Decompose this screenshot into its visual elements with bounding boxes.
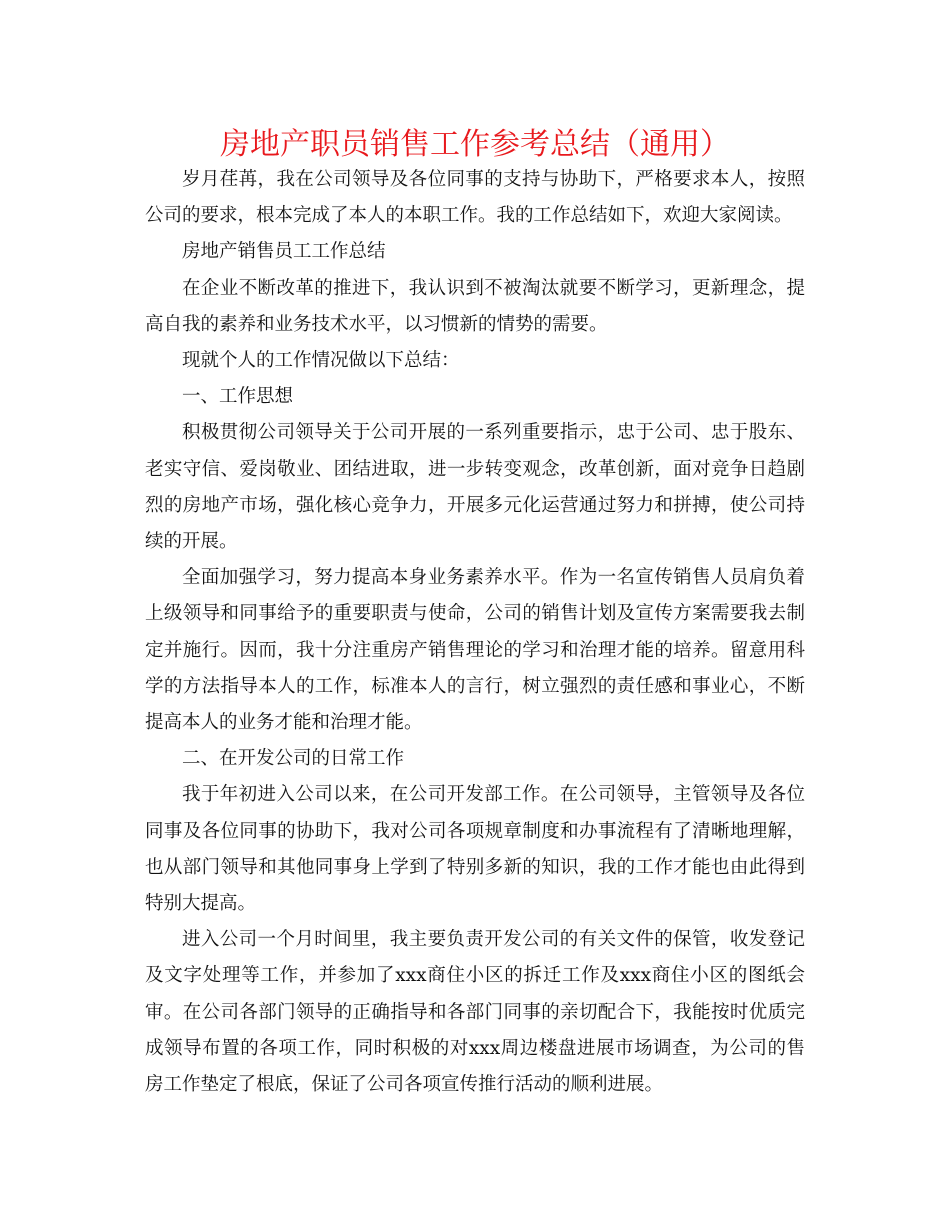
paragraph-study: 全面加强学习，努力提高本身业务素养水平。作为一名宣传销售人员肩负着上级领导和同事给予的重要职责与使命，公司的销售计划及宣传方案需要我去制定并施行。因而，我十分注重房产销售理论的学习和治理才能的培养。留意用科学的方法指导本人的工作，标准本人的言行，树立强烈的责任感和事业心，不断提高本人的业务才能和治理才能。 [145,567,805,734]
paragraph-work-thought: 积极贯彻公司领导关于公司开展的一系列重要指示，忠于公司、忠于股东、老实守信、爱岗敬业、团结进取，进一步转变观念，改革创新，面对竞争日趋剧烈的房地产市场，强化核心竞争力，开展多元化运营通过努力和拼搏，使公司持续的开展。 [145,422,805,553]
paragraph-daily-work: 我于年初进入公司以来，在公司开发部工作。在公司领导，主管领导及各位同事及各位同事的协助下，我对公司各项规章制度和办事流程有了清晰地理解，也从部门领导和其他同事身上学到了特别多新的知识，我的工作才能也由此得到特别大提高。 [145,784,805,915]
document-title: 房地产职员销售工作参考总结（通用） [220,127,730,162]
document-body [145,162,805,1103]
paragraph-summary-intro: 现就个人的工作情况做以下总结： [182,350,460,372]
paragraph-subtitle: 房地产销售员工工作总结 [182,241,386,263]
paragraph-reform: 在企业不断改革的推进下，我认识到不被淘汰就要不断学习，更新理念，提高自我的素养和业务技术水平，以习惯新的情势的需要。 [145,277,805,335]
paragraph-intro: 岁月荏苒，我在公司领导及各位同事的支持与协助下，严格要求本人，按照公司的要求，根本完成了本人的本职工作。我的工作总结如下，欢迎大家阅读。 [145,169,805,227]
paragraph-first-month: 进入公司一个月时间里，我主要负责开发公司的有关文件的保管，收发登记及文字处理等工作，并参加了xxx商住小区的拆迁工作及xxx商住小区的图纸会审。在公司各部门领导的正确指导和各部门同事的亲切配合下，我能按时优质完成领导布置的各项工作，同时积极的对xxx周边楼盘进展市场调查，为公司的售房工作垫定了根底，保证了公司各项宣传推行活动的顺利进展。 [145,929,805,1096]
section-heading-work-thought: 一、工作思想 [182,386,294,408]
section-heading-daily-work: 二、在开发公司的日常工作 [182,748,405,770]
